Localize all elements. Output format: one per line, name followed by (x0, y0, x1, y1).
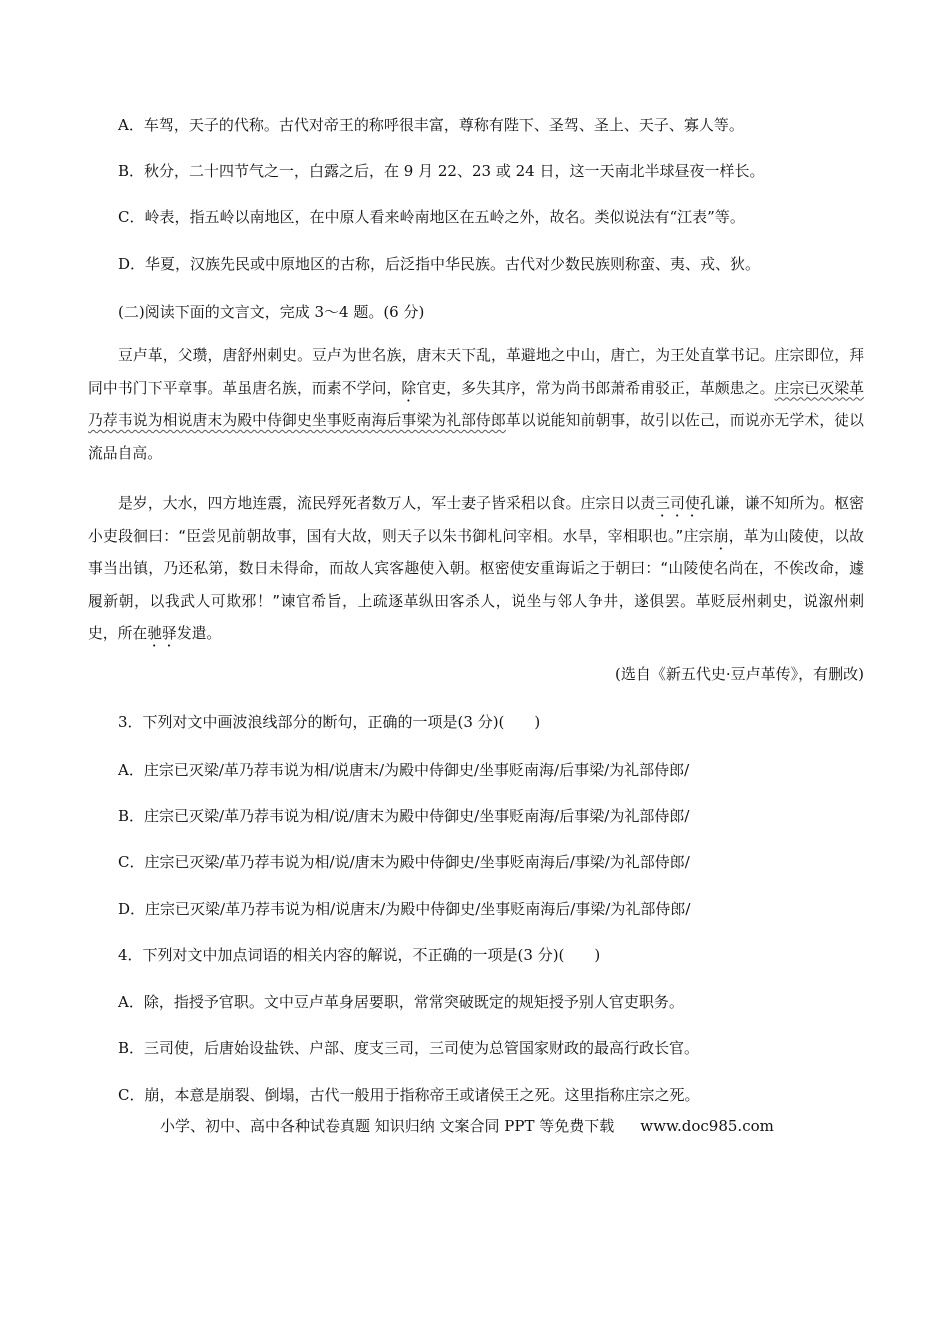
question-3-stem: 3．下列对文中画波浪线部分的断句，正确的一项是(3 分)( ) (118, 713, 541, 731)
question-4-stem: 4．下列对文中加点词语的相关内容的解说，不正确的一项是(3 分)( ) (118, 946, 601, 964)
option-c: C．岭表，指五岭以南地区，在中原人看来岭南地区在五岭之外，故名。类似说法有“江表”等。 (118, 208, 745, 226)
passage-text: 官吏，多失其序，常为尚书郎萧希甫驳正，革颇患之。 (416, 379, 775, 397)
source-citation: (选自《新五代史·豆卢革传》，有删改) (615, 665, 864, 683)
question-4-option-c: C．崩，本意是崩裂、倒塌，古代一般用于指称帝王或诸侯王之死。这里指称庄宗之死。 (118, 1086, 700, 1104)
question-3-option-c: C．庄宗已灭梁/革乃荐韦说为相/说/唐末为殿中侍御史/坐事贬南海后/事梁/为礼部侍郎/ (118, 853, 690, 871)
wavy-underlined-text: 庄宗已灭梁革乃荐韦说为相说唐末为殿中侍御史坐事贬南海后事梁为礼部侍郎 (88, 379, 864, 429)
dotted-word-chiyi: 驰驿 (147, 625, 177, 642)
footer-url[interactable]: www.doc985.com (640, 1117, 774, 1135)
passage-text: 发遣。 (176, 625, 222, 642)
footer (160, 1115, 774, 1136)
passage-text: 是岁，大水，四方地连震，流民殍死者数万人，军士妻子皆采稆以食。庄宗日以责 (118, 495, 656, 512)
dotted-word-beng: 崩 (713, 527, 729, 545)
passage-paragraph-2 (88, 488, 864, 651)
question-3-option-a: A．庄宗已灭梁/革乃荐韦说为相/说唐末/为殿中侍御史/坐事贬南海/后事梁/为礼部侍郎/ (118, 761, 690, 779)
option-b: B．秋分，二十四节气之一，白露之后，在 9 月 22、23 或 24 日，这一天南北半球昼夜一样长。 (118, 162, 765, 180)
passage-text: 豆卢革，父瓒，唐舒州刺史。豆卢为世名族，唐末天下乱，革避地之中山，唐亡，为王处直掌书记。庄宗即位，拜同中书门下平章事。革虽唐名族，而素不学问， (88, 347, 864, 397)
passage-paragraph-1 (88, 340, 864, 470)
question-4-option-b: B．三司使，后唐始设盐铁、户部、度支三司，三司使为总管国家财政的最高行政长官。 (118, 1039, 700, 1057)
passage (88, 340, 864, 651)
option-a: A．车驾，天子的代称。古代对帝王的称呼很丰富，尊称有陛下、圣驾、圣上、天子、寡人等。 (118, 116, 744, 134)
footer-text: 小学、初中、高中各种试卷真题 知识归纳 文案合同 PPT 等免费下载 (160, 1117, 615, 1135)
passage-text: ，革为山陵使，以故事当出镇，乃还私第，数日未得命，而故人宾客趣使入朝。枢密使安重诲诟之于朝曰：“山陵使名尚在，不俟改命，遽履新朝，以我武人可欺邪！”谏官希旨，上疏逐革纵田客杀人，说坐与邻人争井，遂俱罢。革贬辰州刺史，说溆州刺史，所在 (88, 527, 864, 642)
passage-text: 孔谦，谦不知所为。枢密小吏段徊曰：“臣尝见前朝故事，国有大故，则天子以朱书御札问宰相。水旱，宰相职也。”庄宗 (88, 495, 864, 545)
passage-text: 革以说能知前朝事，故引以佐己，而说亦无学术，徒以流品自高。 (88, 412, 864, 462)
dotted-word-sansishi: 三司使 (655, 495, 700, 512)
question-3-option-b: B．庄宗已灭梁/革乃荐韦说为相/说/唐末为殿中侍御史/坐事贬南海/后事梁/为礼部侍郎/ (118, 807, 690, 825)
option-d: D．华夏，汉族先民或中原地区的古称，后泛指中华民族。古代对少数民族则称蛮、夷、戎、狄。 (118, 255, 761, 273)
section-heading: (二)阅读下面的文言文，完成 3～4 题。(6 分) (118, 303, 425, 321)
question-3-option-d: D．庄宗已灭梁/革乃荐韦说为相/说唐末/为殿中侍御史/坐事贬南海后/事梁/为礼部侍郎/ (118, 900, 691, 918)
dotted-word-chu: 除 (401, 379, 417, 397)
question-4-option-a: A．除，指授予官职。文中豆卢革身居要职，常常突破既定的规矩授予别人官吏职务。 (118, 993, 684, 1011)
